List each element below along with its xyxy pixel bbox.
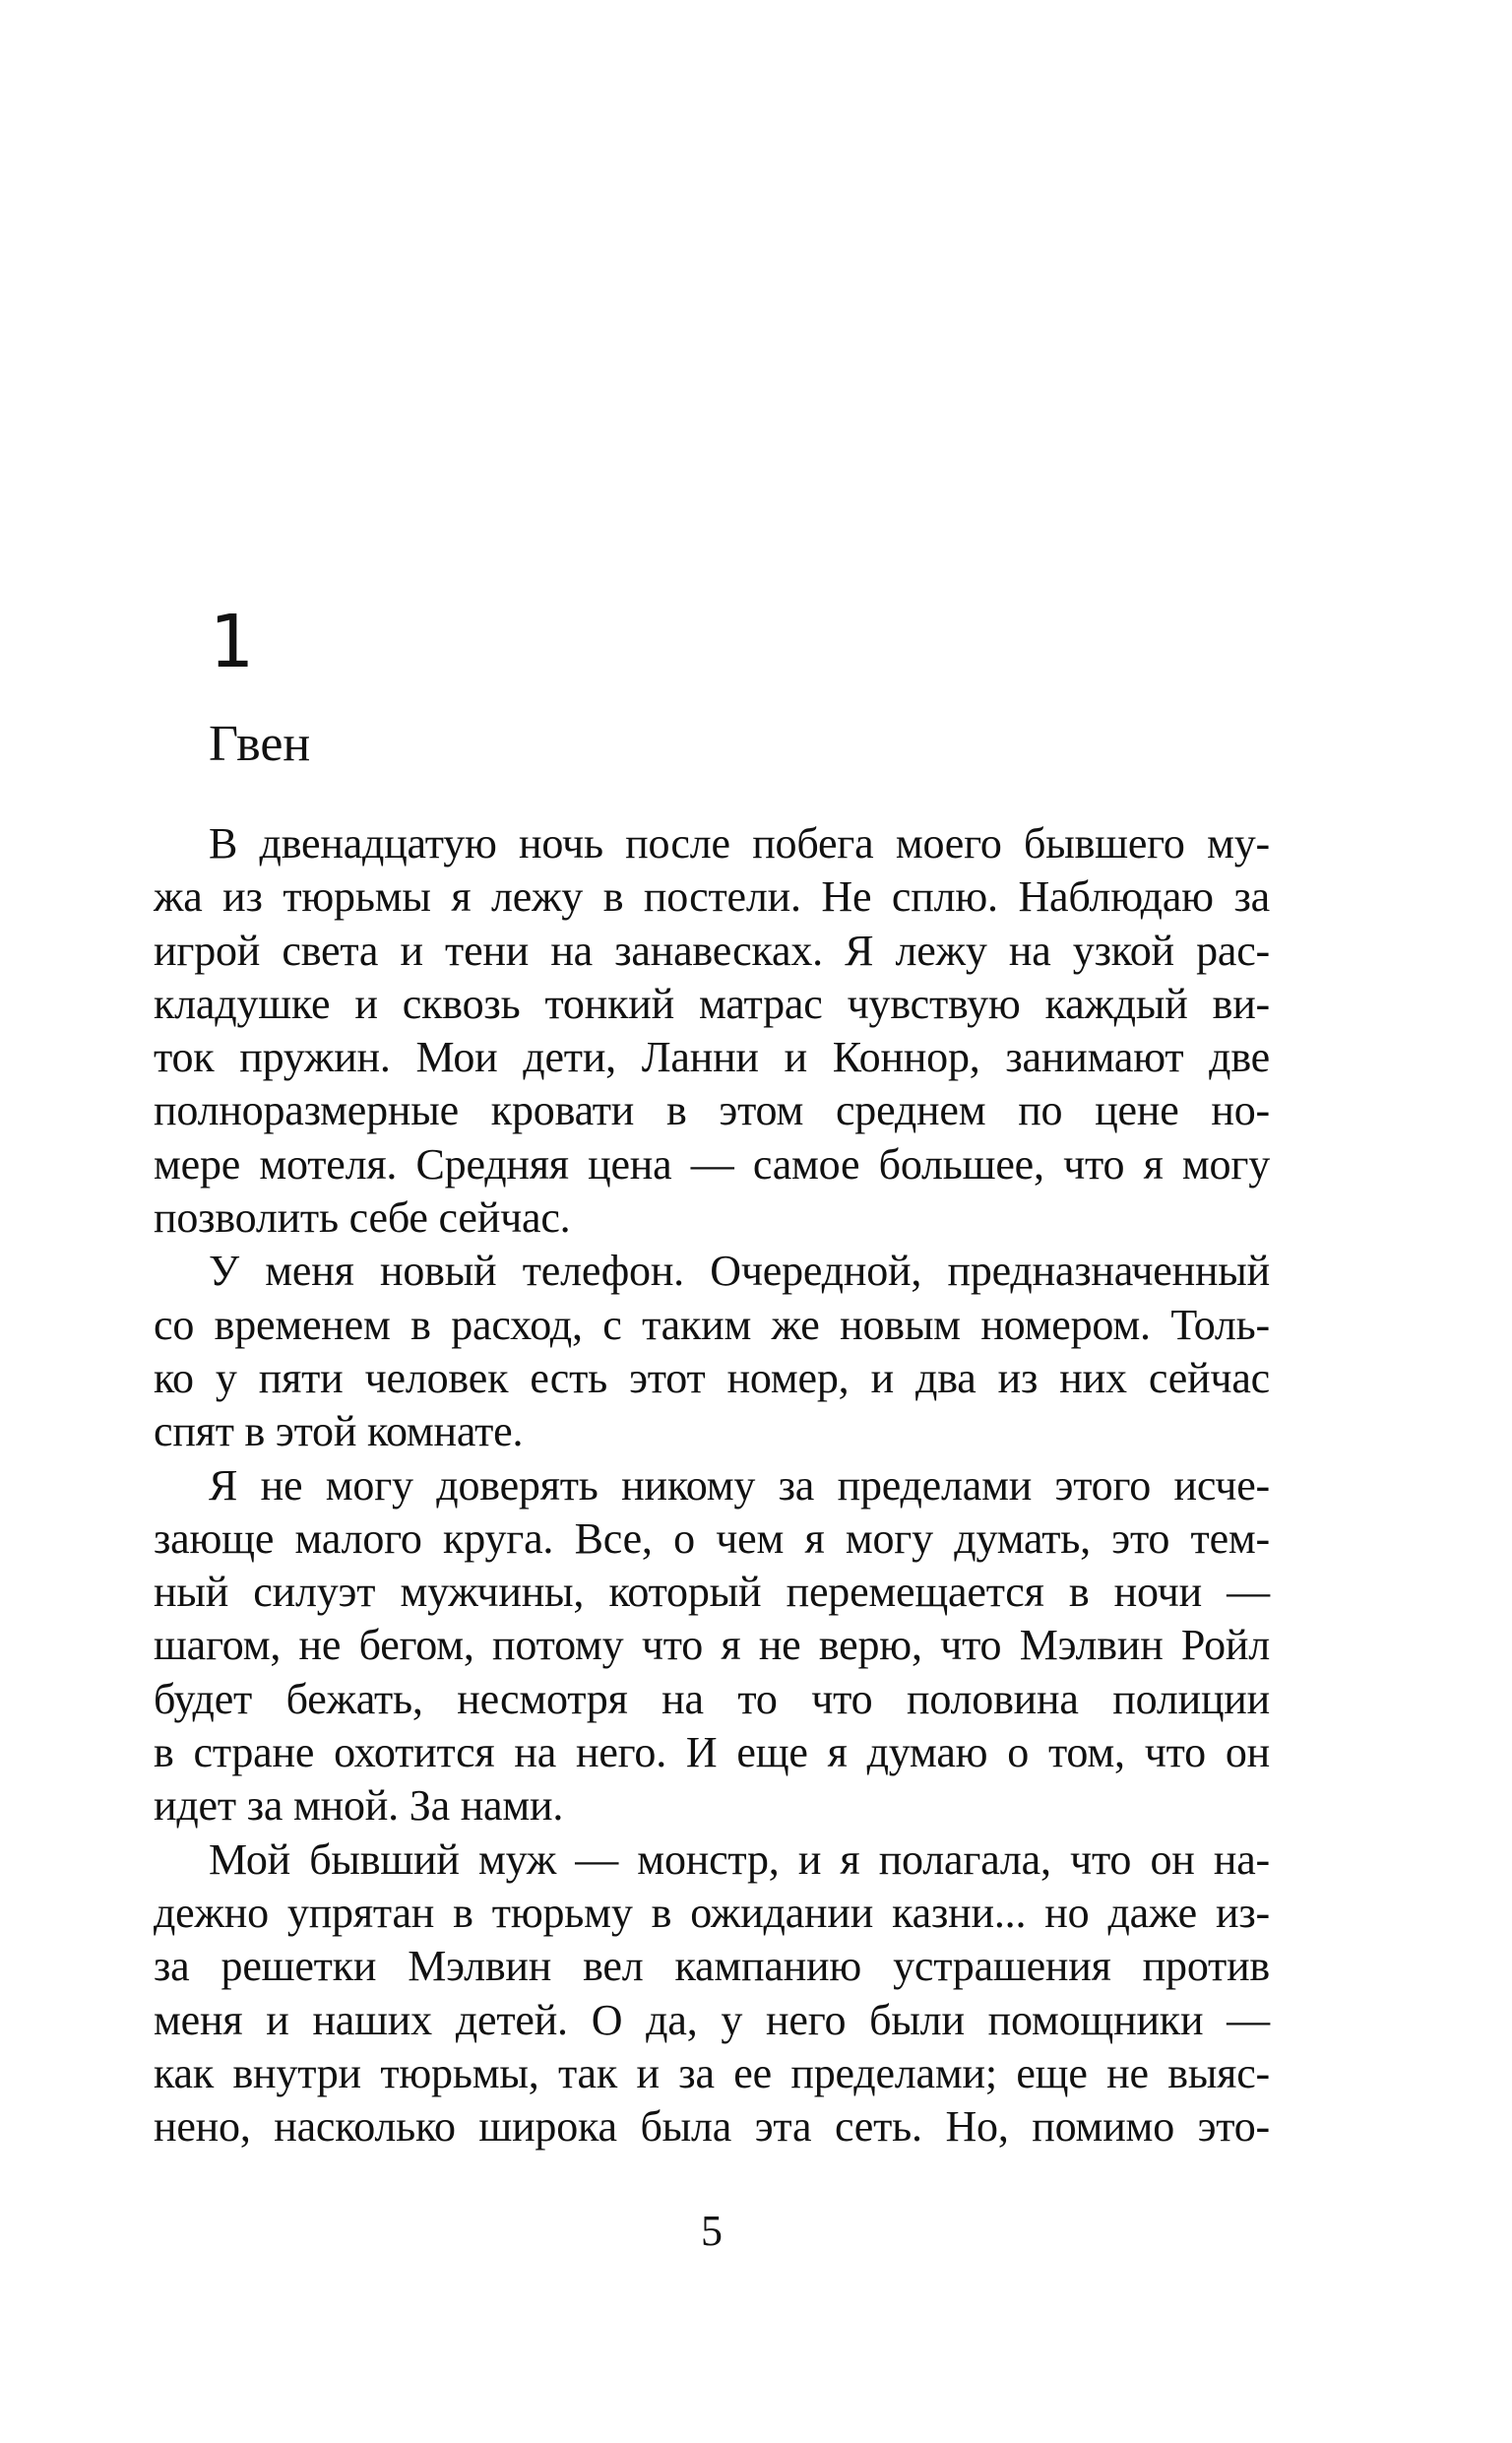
text-line: кладушке и сквозь тонкий матрас чувствую каждый ви-	[154, 979, 1270, 1028]
text-line: игрой света и тени на занавесках. Я лежу на узкой рас-	[154, 926, 1270, 975]
text-line: полноразмерные кровати в этом среднем по цене но-	[154, 1086, 1270, 1135]
text-line: ный силуэт мужчины, который перемещается в ночи —	[154, 1568, 1270, 1617]
chapter-number: 1	[209, 600, 253, 684]
text-line: ток пружин. Мои дети, Ланни и Коннор, занимают две	[154, 1033, 1270, 1082]
text-line: жа из тюрьмы я лежу в постели. Не сплю. Наблюдаю за	[154, 872, 1270, 922]
text-line: Я не могу доверять никому за пределами этого исче-	[209, 1460, 1270, 1510]
text-line: позволить себе сейчас.	[154, 1193, 571, 1243]
chapter-title: Гвен	[209, 716, 311, 772]
body-text	[154, 817, 1270, 2154]
text-line: как внутри тюрьмы, так и за ее пределами; еще не выяс-	[154, 2048, 1270, 2097]
text-line: мере мотеля. Средняя цена — самое большее, что я могу	[154, 1139, 1270, 1189]
text-line: В двенадцатую ночь после побега моего бывшего му-	[209, 819, 1270, 868]
text-line: Мой бывший муж — монстр, и я полагала, что он на-	[209, 1834, 1270, 1884]
text-line: ко у пяти человек есть этот номер, и два из них сейчас	[154, 1353, 1270, 1402]
text-line: будет бежать, несмотря на то что половина полиции	[154, 1674, 1270, 1723]
text-line: дежно упрятан в тюрьму в ожидании казни... но даже из-	[154, 1888, 1270, 1937]
text-line: нено, насколько широка была эта сеть. Но, помимо это-	[154, 2102, 1270, 2152]
text-line: спят в этой комнате.	[154, 1407, 524, 1456]
text-line: идет за мной. За нами.	[154, 1781, 564, 1831]
text-line: У меня новый телефон. Очередной, предназначенный	[209, 1247, 1270, 1296]
text-line: шагом, не бегом, потому что я не верю, что Мэлвин Ройл	[154, 1621, 1270, 1670]
text-line: меня и наших детей. О да, у него были помощники —	[154, 1995, 1270, 2044]
text-line: в стране охотится на него. И еще я думаю о том, что он	[154, 1728, 1270, 1777]
page-number: 5	[701, 2207, 723, 2255]
text-line: со временем в расход, с таким же новым номером. Толь-	[154, 1300, 1270, 1349]
text-line: за решетки Мэлвин вел кампанию устрашения против	[154, 1942, 1270, 1991]
text-line: зающе малого круга. Все, о чем я могу думать, это тем-	[154, 1513, 1270, 1563]
